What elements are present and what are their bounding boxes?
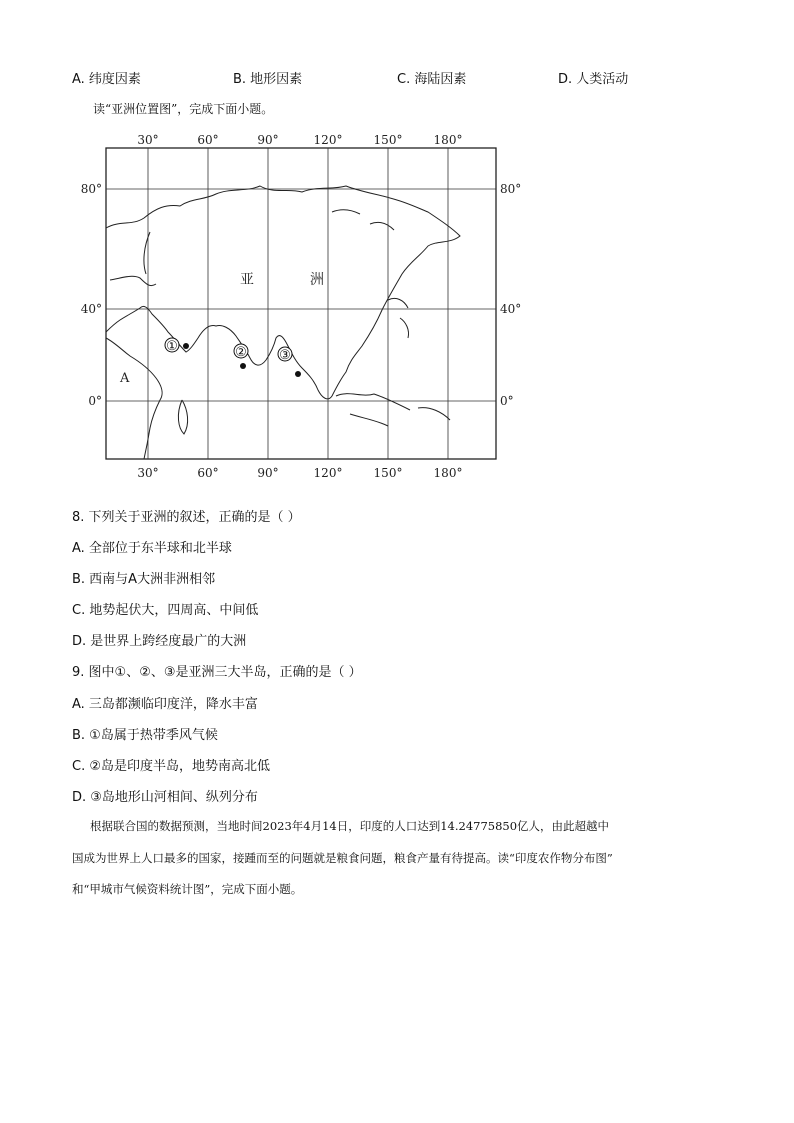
prev-options (0, 68, 794, 86)
q9-option-d: D. ③岛地形山河相间、纵列分布 (72, 790, 258, 805)
bottom-lon-180: 180° (433, 466, 463, 480)
left-lat-labels (81, 182, 102, 408)
left-lat-0: 0° (88, 394, 102, 408)
q9-stem: 9. 图中①、②、③是亚洲三大半岛，正确的是（ ） (72, 665, 362, 680)
map-frame (106, 148, 496, 459)
right-lat-40: 40° (500, 302, 522, 316)
intro-text: 读“亚洲位置图”，完成下面小题。 (93, 102, 274, 116)
q9-option-c: C. ②岛是印度半岛，地势南高北低 (72, 759, 270, 774)
q9-option-b: B. ①岛属于热带季风气候 (72, 728, 218, 743)
marker-2: ② (235, 345, 247, 360)
top-lon-90: 90° (257, 133, 279, 147)
bottom-lon-150: 150° (373, 466, 403, 480)
marker-1-dot (183, 343, 189, 349)
map-graticule (106, 148, 496, 459)
q8-option-b: B. 西南与A大洲非洲相邻 (72, 572, 216, 587)
coastline (106, 186, 460, 459)
left-lat-40: 40° (80, 302, 102, 316)
q8-option-d: D. 是世界上跨经度最广的大洲 (72, 634, 247, 649)
bottom-lon-30: 30° (137, 466, 159, 480)
q9-option-a: A. 三岛都濒临印度洋，降水丰富 (72, 697, 258, 712)
top-lon-180: 180° (433, 133, 463, 147)
q8-stem: 8. 下列关于亚洲的叙述，正确的是（ ） (72, 510, 301, 525)
prev-option-c: C. 海陆因素 (397, 72, 467, 87)
label-a: A (120, 371, 130, 386)
marker-1: ① (166, 339, 178, 354)
top-lon-labels (137, 133, 462, 147)
bottom-lon-labels (137, 466, 462, 480)
marker-2-dot (240, 363, 246, 369)
passage-line-2: 国成为世界上人口最多的国家，接踵而至的问题就是粮食问题，粮食产量有待提高。读“印度农作物分布图” (72, 851, 613, 865)
right-lat-labels (500, 182, 521, 408)
top-lon-120: 120° (313, 133, 343, 147)
left-lat-80: 80° (80, 182, 102, 196)
peninsula-markers (165, 338, 301, 377)
bottom-lon-60: 60° (197, 466, 219, 480)
bottom-lon-90: 90° (257, 466, 279, 480)
top-lon-30: 30° (137, 133, 159, 147)
marker-3-dot (295, 371, 301, 377)
passage-line-3: 和“甲城市气候资料统计图”，完成下面小题。 (72, 882, 303, 896)
prev-option-b: B. 地形因素 (233, 72, 303, 87)
right-lat-0: 0° (500, 394, 514, 408)
q8-option-c: C. 地势起伏大，四周高、中间低 (72, 603, 259, 618)
label-ya: 亚 (240, 272, 254, 288)
top-lon-150: 150° (373, 133, 403, 147)
right-lat-80: 80° (500, 182, 522, 196)
prev-option-a: A. 纬度因素 (72, 72, 141, 87)
asia-location-map (70, 128, 530, 486)
q8-option-a: A. 全部位于东半球和北半球 (72, 541, 232, 556)
prev-option-d: D. 人类活动 (558, 72, 629, 87)
passage-line-1: 根据联合国的数据预测，当地时间2023年4月14日，印度的人口达到14.24775850亿人，由此超越中 (90, 819, 610, 833)
marker-3: ③ (279, 348, 291, 363)
label-zhou: 洲 (310, 272, 324, 288)
bottom-lon-120: 120° (313, 466, 343, 480)
top-lon-60: 60° (197, 133, 219, 147)
